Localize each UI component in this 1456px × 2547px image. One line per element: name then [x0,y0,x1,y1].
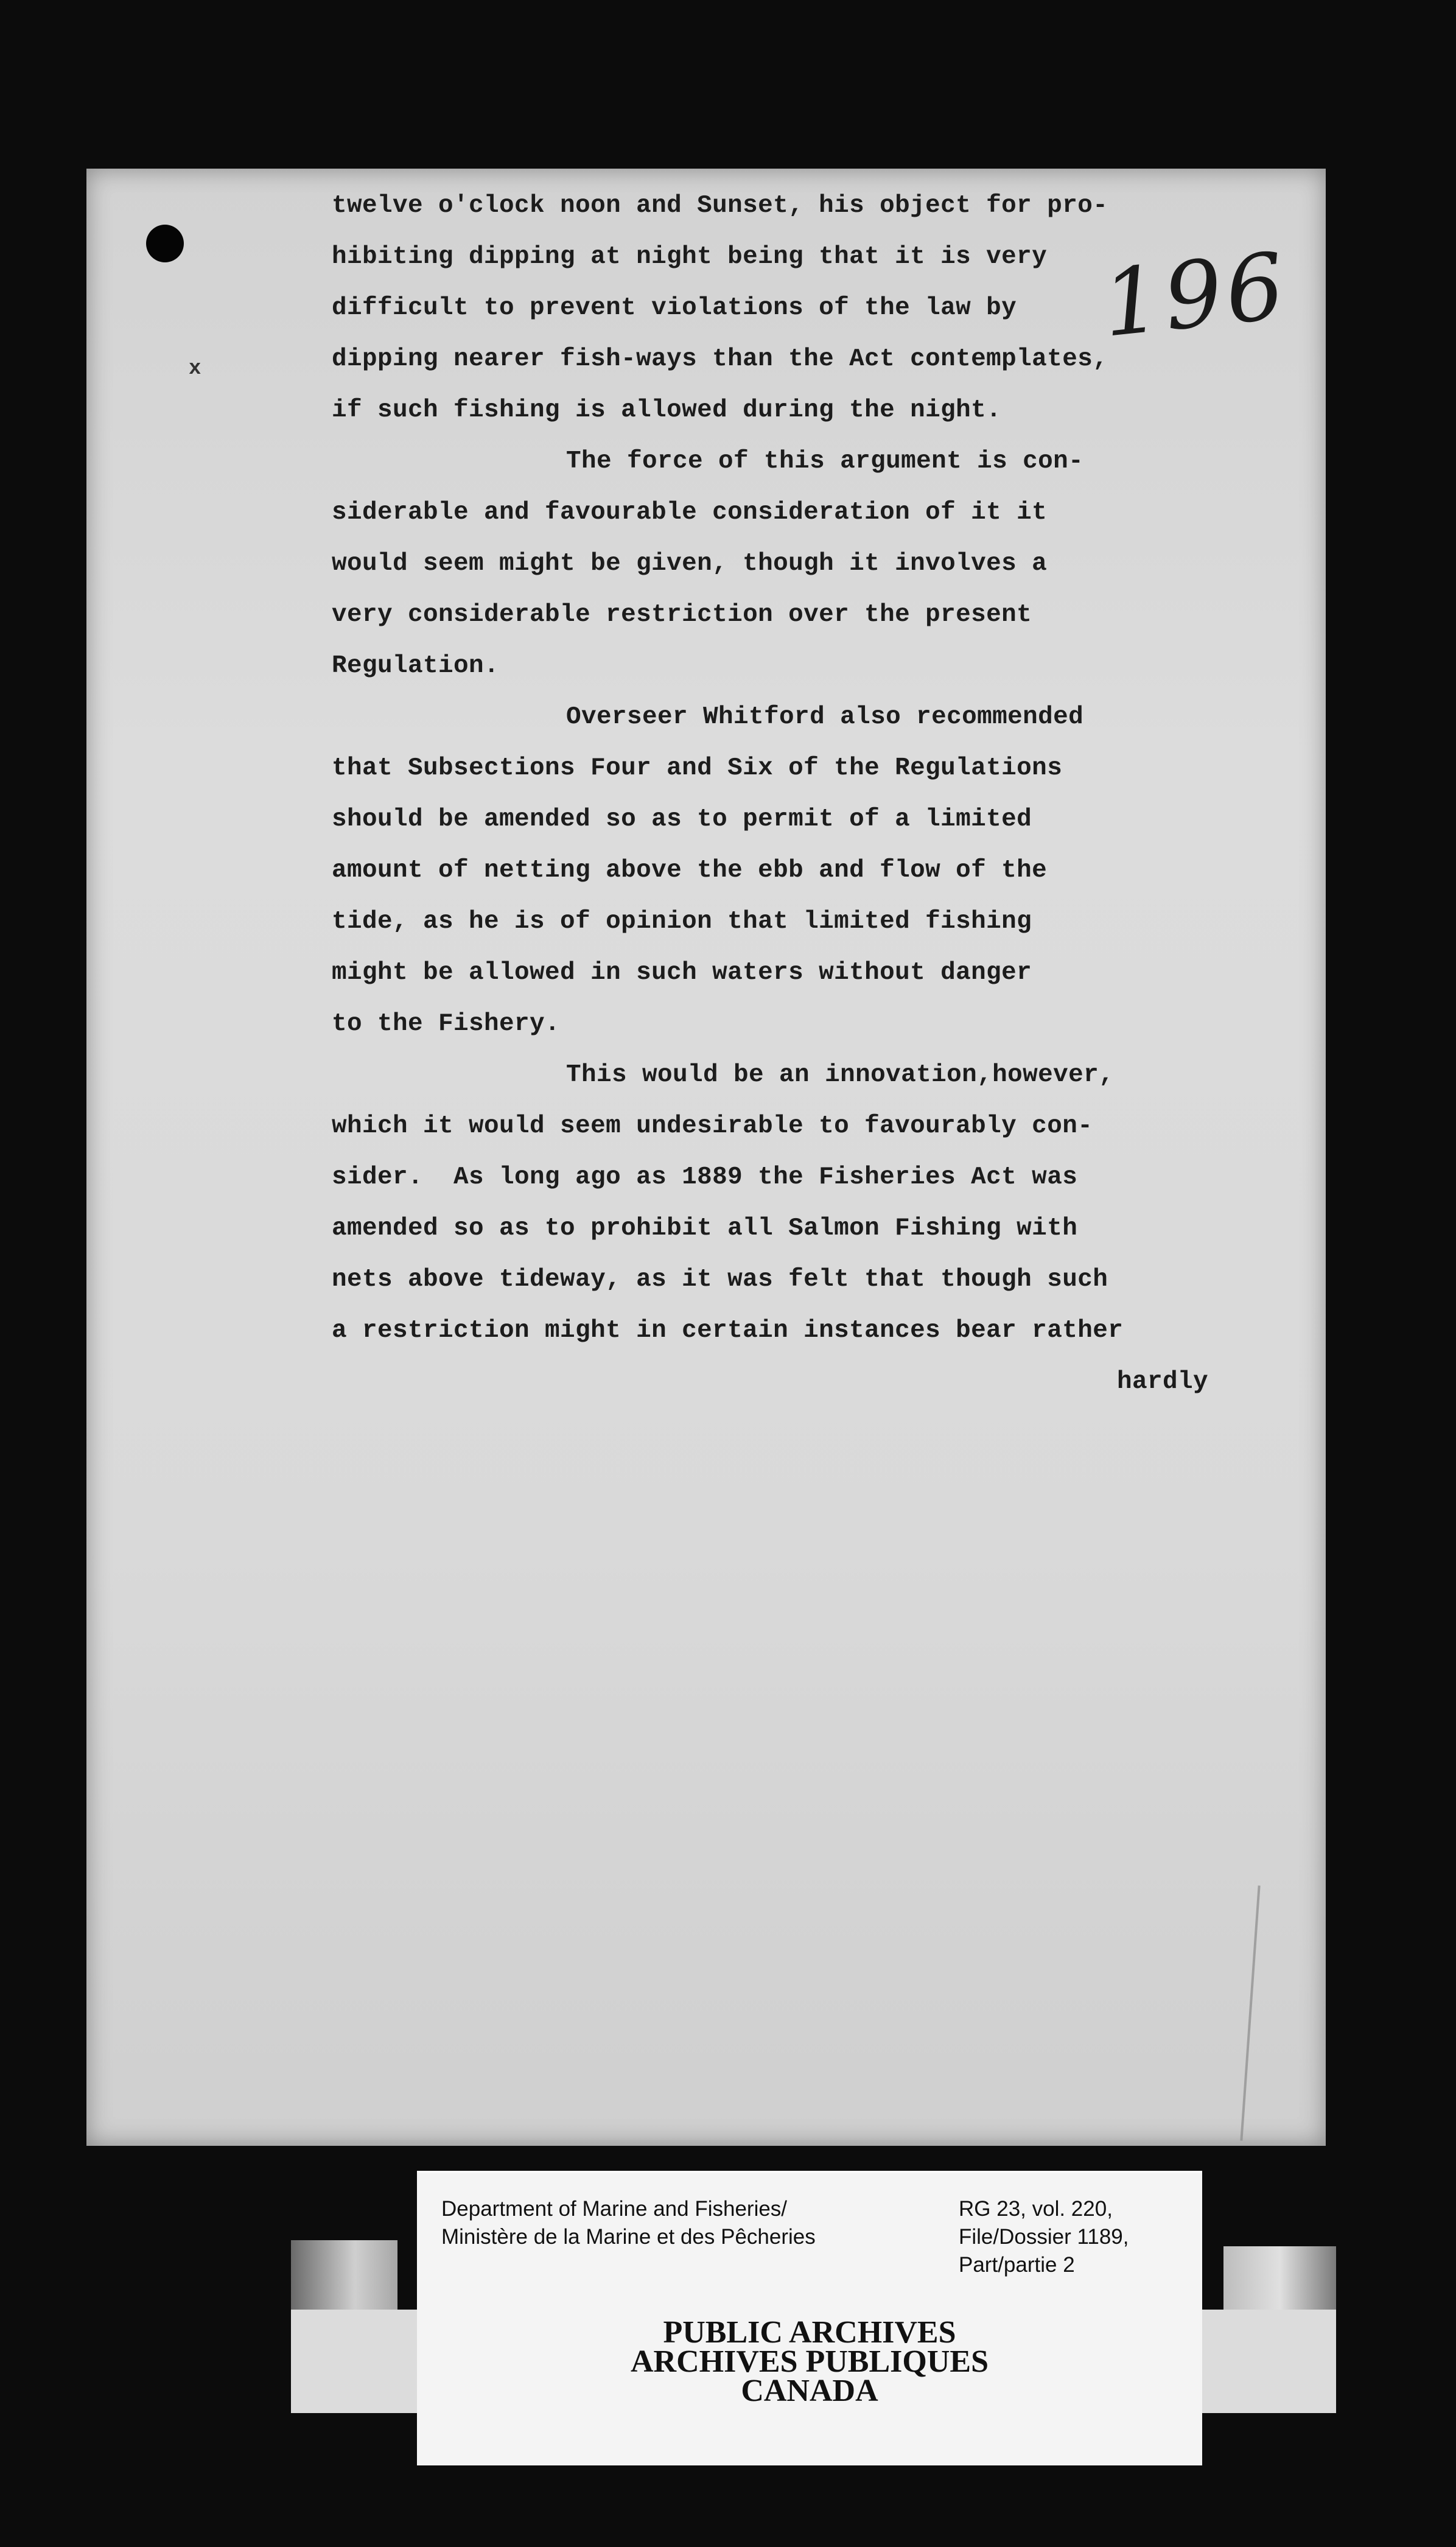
text-line: This would be an innovation,however, [566,1061,1115,1089]
archives-title-french: ARCHIVES PUBLIQUES [630,2344,989,2379]
archive-label [417,2171,1202,2465]
pencil-mark [1240,1885,1260,2140]
text-line: would seem might be given, though it involves a [332,550,1048,578]
catchword: hardly [1116,1368,1208,1396]
text-line: if such fishing is allowed during the night. [332,396,1002,424]
text-line: amended so as to prohibit all Salmon Fishing with [332,1214,1078,1242]
text-line: that Subsections Four and Six of the Regulations [332,754,1063,782]
text-line: a restriction might in certain instances bear rather [332,1317,1124,1345]
text-line: sider. As long ago as 1889 the Fisheries Act was [332,1163,1078,1191]
text-line: The force of this argument is con- [566,447,1084,475]
text-line: to the Fishery. [332,1010,561,1038]
text-line: amount of netting above the ebb and flow of the [332,857,1048,885]
department-info [441,2195,816,2251]
handwritten-page-number: 196 [1097,233,1293,358]
text-line: very considerable restriction over the present [332,601,1032,629]
text-line: difficult to prevent violations of the law by [332,294,1017,322]
text-line: might be allowed in such waters without danger [332,959,1032,987]
text-line: which it would seem undesirable to favourably con- [332,1112,1093,1140]
record-group: RG 23, vol. 220, [959,2197,1113,2221]
department-french: Ministère de la Marine et des Pêcheries [441,2225,816,2249]
typed-text-body [332,180,1227,1407]
text-line: Overseer Whitford also recommended [566,703,1084,731]
part-number: Part/partie 2 [959,2253,1075,2277]
department-english: Department of Marine and Fisheries/ [441,2197,788,2221]
text-line: twelve o'clock noon and Sunset, his object for pro- [332,192,1108,220]
label-holder-right [1223,2246,1336,2313]
reference-info [959,2195,1129,2279]
text-line: tide, as he is of opinion that limited fishing [332,908,1032,936]
label-holder-left [291,2240,397,2312]
punch-hole [146,225,184,262]
text-line: hibiting dipping at night being that it is very [332,243,1048,271]
text-line: Regulation. [332,652,500,680]
archives-title-country: CANADA [741,2374,878,2408]
text-line: nets above tideway, as it was felt that though such [332,1266,1108,1294]
text-line: dipping nearer fish-ways than the Act contemplates, [332,345,1108,373]
file-dossier: File/Dossier 1189, [959,2225,1129,2249]
text-line: siderable and favourable consideration of it it [332,499,1048,527]
text-line: should be amended so as to permit of a limited [332,805,1032,833]
archives-title-english: PUBLIC ARCHIVES [663,2315,956,2350]
archives-title [417,2315,1202,2408]
margin-mark: x [189,357,201,380]
